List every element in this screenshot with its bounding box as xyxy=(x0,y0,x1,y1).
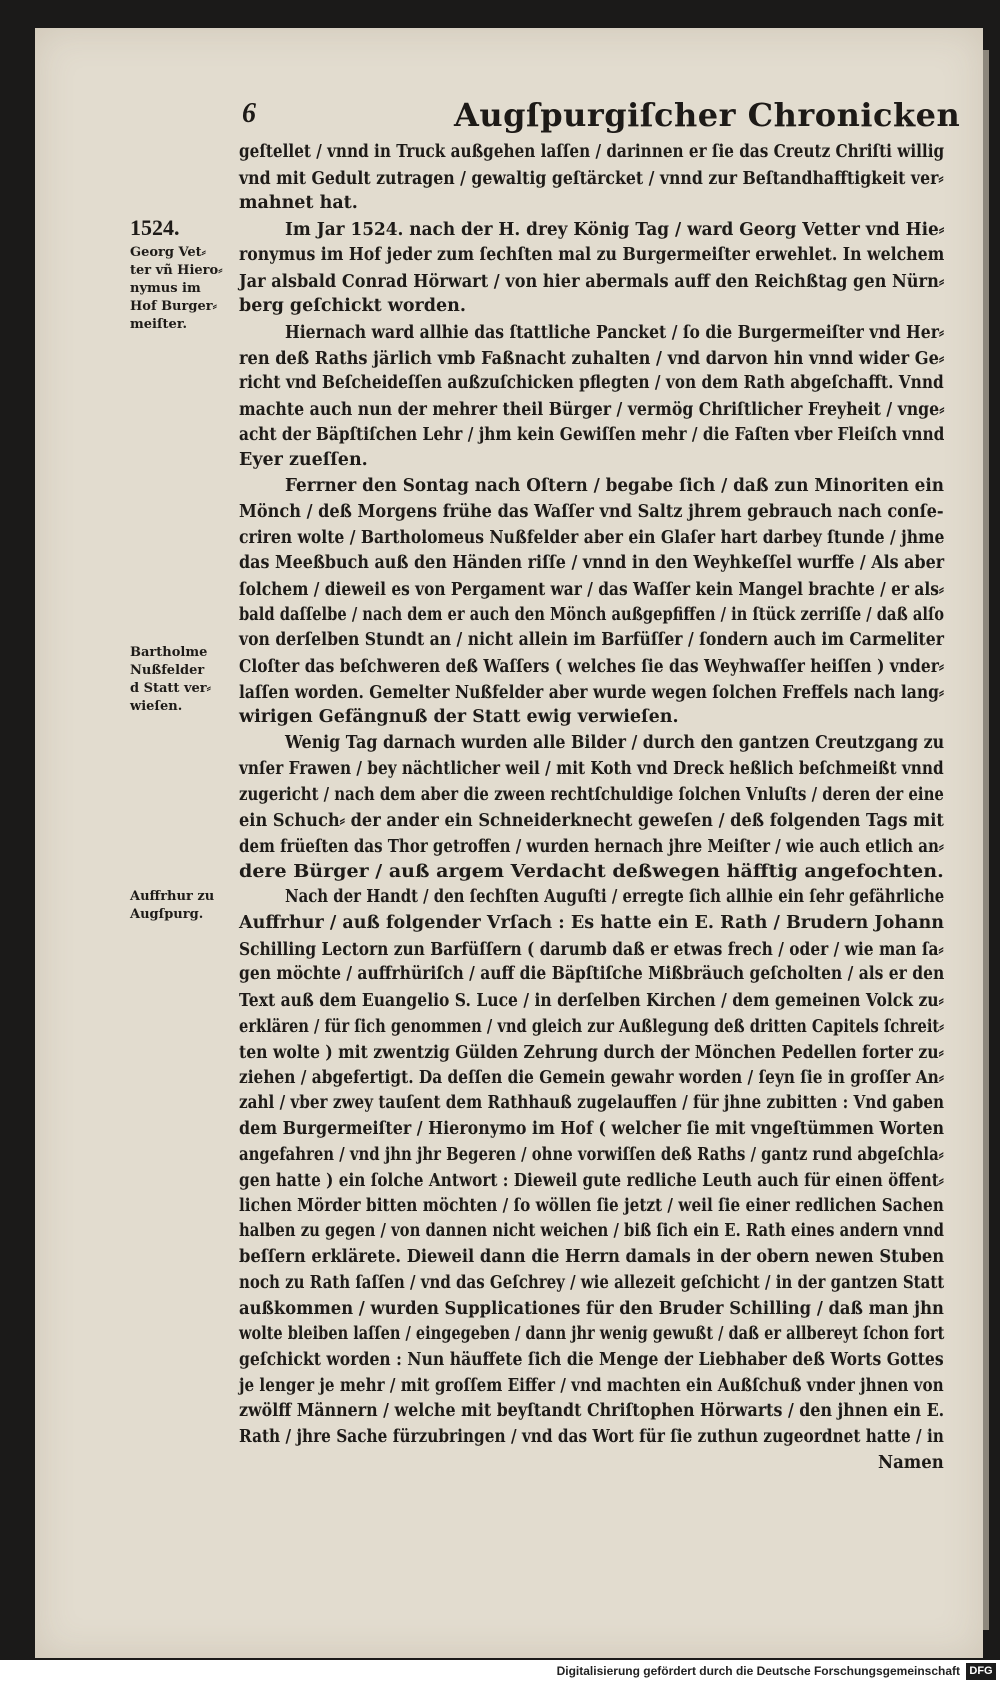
text-line: von derſelben Stundt an / nicht allein im Barfüſſer / ſondern auch im Carmeliter xyxy=(239,630,944,651)
text-line: ten wolte ) mit zwentzig Gülden Zehrung durch der Mönchen Pedellen forter zu⸗ xyxy=(239,1042,944,1063)
text-line: je lenger je mehr / mit groſſem Eiffer / vnd machten ein Außſchuß vnder jhnen von xyxy=(239,1375,944,1396)
margin-note-nussfelder xyxy=(130,644,211,716)
text-line: geſtellet / vnnd in Truck außgehen laſſen / darinnen er ſie das Creutz Chriſti willig xyxy=(239,142,945,162)
text-line: zugericht / nach dem aber die zween rechtſchuldige ſolchen Vnluſts / deren der eine xyxy=(239,784,944,805)
text-line: Wenig Tag darnach wurden alle Bilder / durch den gantzen Creutzgang zu xyxy=(285,733,945,754)
text-line: Mönch / deß Morgens frühe das Waſſer vnd Saltz jhrem gebrauch nach conſe- xyxy=(239,501,944,522)
text-line: ſolchem / dieweil es von Pergament war / das Waſſer kein Mangel brachte / er als⸗ xyxy=(239,579,945,600)
page-edge xyxy=(983,50,989,1630)
text-line: gen möchte / auffrhüriſch / auff die Bäpſtiſche Mißbräuch geſcholten / als er den xyxy=(239,964,945,985)
text-line: außkommen / wurden Supplicationes für den Bruder Schilling / daß man jhn xyxy=(239,1298,944,1319)
text-line: Nach der Handt / den ſechſten Auguſti / erregte ſich allhie ein ſehr gefährliche xyxy=(285,887,945,908)
margin-note-line: ter vñ Hiero⸗ xyxy=(130,263,223,278)
margin-note-line: Georg Vet⸗ xyxy=(130,245,207,260)
text-line: erklären / für ſich genommen / vnd gleich zur Außlegung deß dritten Capitels ſchreit⸗ xyxy=(239,1016,945,1037)
running-head: Augſpurgiſcher Chronicken xyxy=(454,96,961,134)
text-line: das Meeßbuch auß den Händen riſſe / vnnd in den Weyhkeſſel wurffe / Als aber xyxy=(239,553,945,574)
page-number: 6 xyxy=(242,98,256,129)
margin-note-line: meiſter. xyxy=(130,317,188,332)
margin-note-line: Nußfelder xyxy=(130,663,205,678)
text-line: Rath / jhre Sache fürzubringen / vnd das Wort für ſie zuthun zugeordnet hatte / in xyxy=(239,1427,944,1447)
text-line: halben zu gegen / von dannen nicht weichen / biß ſich ein E. Rath eines andern vnnd xyxy=(239,1221,945,1242)
text-line: Schilling Lectorn zun Barfüſſern ( darumb daß er etwas frech / oder / wie man ſa⸗ xyxy=(239,939,944,960)
text-line: Text auß dem Euangelio S. Luce / in derſelben Kirchen / dem gemeinen Volck zu⸗ xyxy=(239,991,944,1012)
margin-note-line: Auffrhur zu xyxy=(130,889,215,904)
text-line: Auffrhur / auß folgender Vrſach : Es hatte ein E. Rath / Brudern Johann xyxy=(239,913,945,933)
text-line: Im Jar 1524. nach der H. drey König Tag / ward Georg Vetter vnd Hie⸗ xyxy=(285,220,945,241)
text-line: ein Schuch⸗ der ander ein Schneiderknecht geweſen / deß folgenden Tags mit xyxy=(239,811,944,832)
text-line: ronymus im Hof jeder zum ſechſten mal zu Burgermeiſter erwehlet. In welchem xyxy=(239,244,945,265)
text-line: criren wolte / Bartholomeus Nußfelder aber ein Glaſer hart darbey ſtunde / jhme xyxy=(239,527,945,548)
text-line: Ferrner den Sontag nach Oſtern / begabe ſich / daß zun Minoriten ein xyxy=(285,476,945,497)
footer-bar xyxy=(0,1660,1000,1684)
margin-note-line: d Statt ver⸗ xyxy=(130,681,211,696)
text-line: wolte bleiben laſſen / eingegeben / dann jhr wenig gewußt / daß er allbereyt ſchon fort xyxy=(239,1324,945,1345)
text-line: dem früeſten das Thor getroffen / wurden hernach jhre Meiſter / wie auch etlich an⸗ xyxy=(239,836,944,857)
text-line: dere Bürger / auß argem Verdacht deßwegen häfftig angefochten. xyxy=(239,861,944,882)
text-line: vnſer Frawen / bey nächtlicher weil / mit Koth vnd Dreck heßlich beſchmeißt vnnd xyxy=(239,758,944,779)
margin-note-burgermeister xyxy=(130,244,223,334)
text-line: mahnet hat. xyxy=(239,193,358,214)
text-line: Jar alsbald Conrad Hörwart / von hier abermals auff den Reichßtag gen Nürn⸗ xyxy=(239,271,945,292)
text-line: ren deß Raths järlich vmb Faßnacht zuhalten / vnd darvon hin vnnd wider Ge⸗ xyxy=(239,348,945,369)
text-line: dem Burgermeiſter / Hieronymo im Hof ( welcher ſie mit vngeſtümmen Worten xyxy=(239,1118,945,1139)
text-line: Hiernach ward allhie das ſtattliche Pancket / ſo die Burgermeiſter vnd Her⸗ xyxy=(285,322,945,343)
text-line: noch zu Rath ſaſſen / vnd das Geſchrey / wie allezeit geſchicht / in der gantzen Statt xyxy=(239,1272,945,1293)
margin-note-line: Bartholme xyxy=(130,645,208,660)
text-line: bald daſſelbe / nach dem er auch den Mönch außgepfiffen / in ſtück zerriſſe / daß alſo xyxy=(239,604,945,625)
text-line: zahl / vber zwey tauſent dem Rathhauß zugelauffen / für jhne zubitten : Vnd gaben xyxy=(239,1092,945,1113)
dfg-logo: DFG xyxy=(966,1663,996,1680)
text-line: richt vnd Beſcheideſſen außzuſchicken pflegten / von dem Rath abgeſchafft. Vnnd xyxy=(239,373,944,394)
margin-note-line: Hof Burger⸗ xyxy=(130,299,217,314)
text-line: lichen Mörder bitten möchten / ſo wöllen ſie jetzt / weil ſie einer redlichen Sachen xyxy=(239,1195,944,1216)
margin-note-line: wieſen. xyxy=(130,699,183,714)
margin-note-line: Augſpurg. xyxy=(130,907,204,922)
text-line: Namen xyxy=(878,1452,944,1473)
text-line: beſſern erklärete. Dieweil dann die Herrn damals in der obern newen Stuben xyxy=(239,1247,945,1268)
text-line: laſſen worden. Gemelter Nußfelder aber wurde wegen ſolchen Freffels nach lang⸗ xyxy=(239,682,945,703)
text-line: angefahren / vnd jhn jhr Begeren / ohne vorwiſſen deß Raths / gantz rund abgeſchla⸗ xyxy=(239,1145,944,1166)
margin-note-auffrhur xyxy=(130,888,214,924)
text-line: ziehen / abgefertigt. Da deſſen die Gemein gewahr worden / ſeyn ſie in groſſer An⸗ xyxy=(239,1068,944,1089)
margin-note-line: nymus im xyxy=(130,281,201,296)
text-line: machte auch nun der mehrer theil Bürger / vermög Chriſtlicher Freyheit / vnge⸗ xyxy=(239,400,945,420)
text-line: zwölff Männern / welche mit beyſtandt Chriſtophen Hörwarts / den jhnen ein E. xyxy=(239,1401,945,1422)
text-line: berg geſchickt worden. xyxy=(239,296,466,317)
footer-credit: Digitalisierung gefördert durch die Deutsche Forschungsgemeinschaft xyxy=(556,1664,960,1678)
text-line: vnd mit Gedult zutragen / gewaltig geſtärcket / vnnd zur Beſtandhafftigkeit ver⸗ xyxy=(239,168,944,189)
text-line: gen hatte ) ein ſolche Antwort : Dieweil gute redliche Leuth auch für einen öffent⸗ xyxy=(239,1171,944,1191)
margin-year: 1524. xyxy=(130,215,180,240)
text-line: wirigen Gefängnuß der Statt ewig verwieſen. xyxy=(239,707,679,728)
text-line: Eyer zueſſen. xyxy=(239,450,368,471)
text-line: geſchickt worden : Nun häuffete ſich die Menge der Liebhaber deß Worts Gottes xyxy=(239,1349,944,1370)
text-line: acht der Bäpſtiſchen Lehr / jhm kein Gewiſſen mehr / die Faſten vber Fleiſch vnnd xyxy=(239,424,945,445)
text-line: Cloſter das beſchweren deß Waſſers ( welches ſie das Weyhwaſſer heiſſen ) vnder⸗ xyxy=(239,657,945,677)
